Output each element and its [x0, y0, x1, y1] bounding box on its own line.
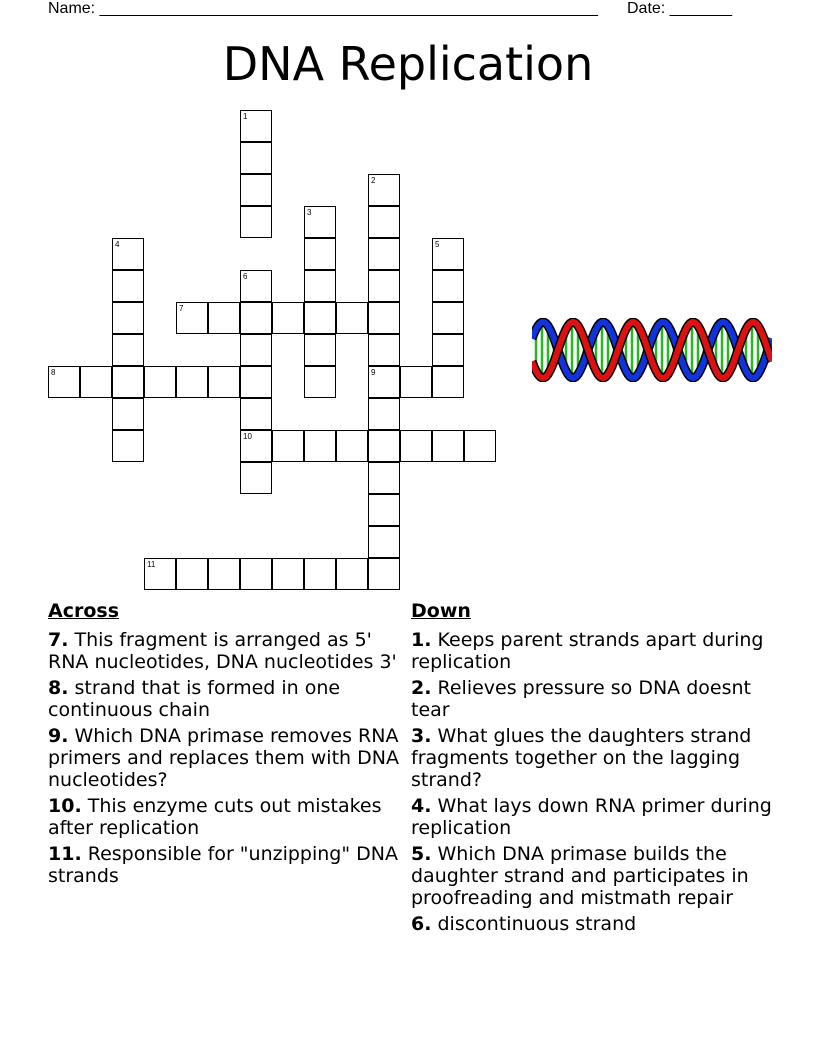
across-heading: Across — [48, 600, 120, 622]
clue-num: 1. — [411, 629, 432, 651]
crossword-cell[interactable] — [368, 462, 400, 494]
across-clue — [48, 843, 403, 887]
clue-num: 7. — [48, 629, 69, 651]
crossword-cell[interactable] — [368, 206, 400, 238]
crossword-cell[interactable] — [304, 206, 336, 238]
dna-double-helix-icon — [532, 318, 772, 382]
down-heading: Down — [411, 600, 471, 622]
crossword-cell[interactable] — [240, 462, 272, 494]
crossword-cell[interactable] — [208, 302, 240, 334]
across-clue — [48, 725, 403, 791]
crossword-cell[interactable] — [368, 302, 400, 334]
clue-number: 4 — [115, 240, 120, 249]
crossword-cell[interactable] — [112, 334, 144, 366]
crossword-cell[interactable] — [432, 270, 464, 302]
crossword-cell[interactable] — [112, 430, 144, 462]
crossword-cell[interactable] — [240, 302, 272, 334]
crossword-cell[interactable] — [368, 526, 400, 558]
crossword-cell[interactable] — [368, 430, 400, 462]
crossword-cell[interactable] — [368, 558, 400, 590]
crossword-cell[interactable] — [240, 334, 272, 366]
crossword-cell[interactable] — [176, 302, 208, 334]
crossword-cell[interactable] — [336, 302, 368, 334]
clue-number: 3 — [307, 208, 312, 217]
down-clue — [411, 725, 781, 791]
crossword-cell[interactable] — [240, 270, 272, 302]
crossword-cell[interactable] — [400, 366, 432, 398]
clue-number: 11 — [147, 560, 156, 569]
clue-num: 6. — [411, 913, 432, 935]
crossword-cell[interactable] — [112, 302, 144, 334]
clue-num: 10. — [48, 795, 82, 817]
clue-number: 10 — [243, 432, 252, 441]
clue-num: 5. — [411, 843, 432, 865]
crossword-cell[interactable] — [240, 366, 272, 398]
clue-num: 3. — [411, 725, 432, 747]
crossword-cell[interactable] — [144, 366, 176, 398]
crossword-cell[interactable] — [336, 430, 368, 462]
crossword-cell[interactable] — [48, 366, 80, 398]
crossword-cell[interactable] — [240, 558, 272, 590]
clue-text: What glues the daughters strand fragments together on the lagging strand? — [411, 725, 752, 791]
across-clue — [48, 677, 403, 721]
clue-number: 7 — [179, 304, 184, 313]
clue-number: 9 — [371, 368, 376, 377]
crossword-cell[interactable] — [304, 366, 336, 398]
clue-number: 1 — [243, 112, 248, 121]
crossword-cell[interactable] — [368, 366, 400, 398]
crossword-cell[interactable] — [432, 238, 464, 270]
clue-number: 2 — [371, 176, 376, 185]
crossword-cell[interactable] — [240, 110, 272, 142]
crossword-cell[interactable] — [368, 398, 400, 430]
clue-text: strand that is formed in one continuous chain — [48, 677, 341, 721]
clue-num: 2. — [411, 677, 432, 699]
crossword-cell[interactable] — [112, 366, 144, 398]
crossword-cell[interactable] — [368, 270, 400, 302]
crossword-cell[interactable] — [432, 302, 464, 334]
clue-text: Relieves pressure so DNA doesnt tear — [411, 677, 751, 721]
clue-number: 8 — [51, 368, 56, 377]
clue-text: Responsible for "unzipping" DNA strands — [48, 843, 398, 887]
crossword-cell[interactable] — [112, 238, 144, 270]
clue-text: Which DNA primase removes RNA primers and replaces them with DNA nucleotides? — [48, 725, 399, 791]
clue-text: This fragment is arranged as 5' RNA nucleotides, DNA nucleotides 3' — [48, 629, 397, 673]
down-clue — [411, 629, 781, 673]
crossword-cell[interactable] — [240, 174, 272, 206]
crossword-cell[interactable] — [304, 238, 336, 270]
page-title: DNA Replication — [222, 37, 594, 91]
crossword-cell[interactable] — [432, 334, 464, 366]
down-clue — [411, 677, 781, 721]
across-clue — [48, 629, 403, 673]
crossword-cell[interactable] — [208, 558, 240, 590]
crossword-cell[interactable] — [368, 238, 400, 270]
crossword-cell[interactable] — [432, 430, 464, 462]
crossword-cell[interactable] — [80, 366, 112, 398]
clue-num: 9. — [48, 725, 69, 747]
crossword-cell[interactable] — [240, 142, 272, 174]
clue-number: 5 — [435, 240, 440, 249]
crossword-cell[interactable] — [176, 558, 208, 590]
crossword-cell[interactable] — [368, 174, 400, 206]
crossword-cell[interactable] — [304, 302, 336, 334]
crossword-cell[interactable] — [464, 430, 496, 462]
crossword-cell[interactable] — [208, 366, 240, 398]
crossword-cell[interactable] — [368, 494, 400, 526]
crossword-cell[interactable] — [272, 558, 304, 590]
crossword-cell[interactable] — [176, 366, 208, 398]
clue-text: Which DNA primase builds the daughter strand and participates in proofreading and mistmath repair — [411, 843, 749, 909]
crossword-cell[interactable] — [304, 430, 336, 462]
clue-num: 4. — [411, 795, 432, 817]
clue-text: What lays down RNA primer during replication — [411, 795, 772, 839]
crossword-cell[interactable] — [432, 366, 464, 398]
clue-text: This enzyme cuts out mistakes after replication — [48, 795, 382, 839]
crossword-cell[interactable] — [240, 430, 272, 462]
crossword-cell[interactable] — [368, 334, 400, 366]
clue-text: Keeps parent strands apart during replication — [411, 629, 764, 673]
crossword-cell[interactable] — [240, 206, 272, 238]
crossword-cell[interactable] — [112, 270, 144, 302]
clue-num: 11. — [48, 843, 82, 865]
across-clues — [48, 600, 403, 891]
crossword-cell[interactable] — [272, 430, 304, 462]
crossword-cell[interactable] — [240, 398, 272, 430]
clue-text: discontinuous strand — [437, 913, 637, 935]
crossword-cell[interactable] — [272, 302, 304, 334]
down-clue — [411, 843, 781, 909]
crossword-cell[interactable] — [144, 558, 176, 590]
down-clue — [411, 795, 781, 839]
clue-number: 6 — [243, 272, 248, 281]
across-clue — [48, 795, 403, 839]
name-field-label: Name: ________________________________________________________ — [48, 0, 598, 17]
down-clue — [411, 913, 781, 935]
crossword-cell[interactable] — [336, 558, 368, 590]
crossword-cell[interactable] — [304, 334, 336, 366]
date-field-label: Date: _______ — [627, 0, 732, 17]
crossword-cell[interactable] — [304, 558, 336, 590]
crossword-cell[interactable] — [400, 430, 432, 462]
crossword-cell[interactable] — [304, 270, 336, 302]
down-clues — [411, 600, 781, 939]
clue-num: 8. — [48, 677, 69, 699]
crossword-cell[interactable] — [112, 398, 144, 430]
